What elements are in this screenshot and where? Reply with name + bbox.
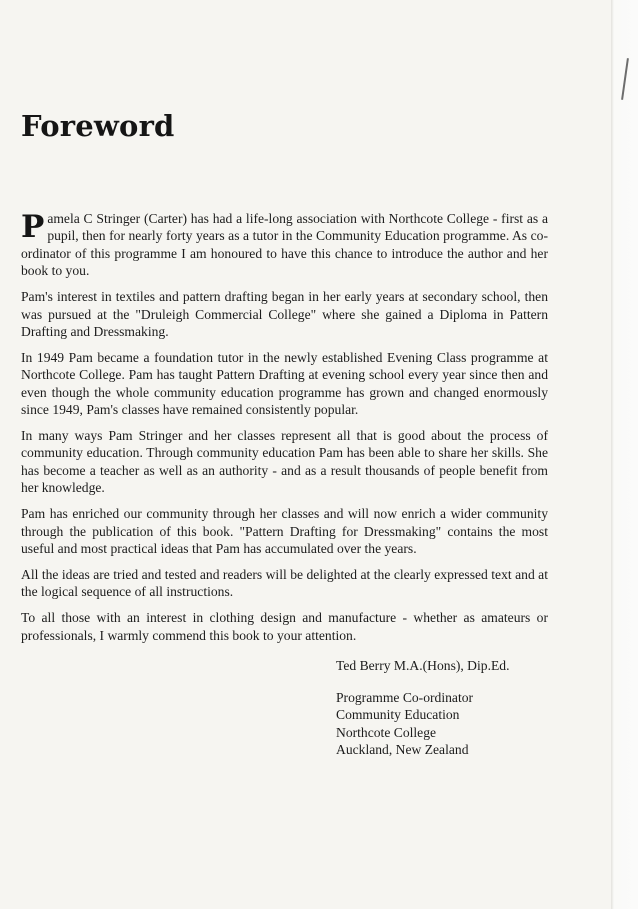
signatory-department: Community Education — [336, 707, 460, 723]
paragraph-1 — [21, 210, 548, 280]
page-title: Foreword — [21, 109, 175, 143]
drop-cap: P — [21, 209, 45, 245]
paragraph-5: Pam has enriched our community through her classes and will now enrich a wider community through the publication of this book. "Pattern Drafting for Dressmaking" contains the most useful and most practical ideas that Pam has accumulated over the years. — [21, 506, 548, 556]
signature-block — [336, 657, 606, 758]
signatory-name: Ted Berry M.A.(Hons), Dip.Ed. — [336, 658, 510, 673]
paragraph-4: In many ways Pam Stringer and her classes represent all that is good about the process of community education. Through community education Pam has been able to share her skills. She has become a teacher as well as an authority - and as a result thousands of people benefit from her knowledge. — [21, 427, 548, 496]
paragraph-1-text: amela C Stringer (Carter) has had a life-long association with Northcote College - first as a pupil, then for nearly forty years as a tutor in the Community Education programme. As co-ordinator of this programme I am honoured to have this chance to introduce the author and her book to you. — [21, 211, 548, 279]
paragraph-3: In 1949 Pam became a foundation tutor in the newly established Evening Class programme at Northcote College. Pam has taught Pattern Drafting at evening school every year since then and even though the whole community education programme has grown and changed enormously since 1949, Pam's classes have remained consistently popular. — [21, 349, 548, 418]
paragraph-6: All the ideas are tried and tested and readers will be delighted at the clearly expressed text and at the logical sequence of all instructions. — [21, 566, 548, 600]
paragraph-7: To all those with an interest in clothing design and manufacture - whether as amateurs or professionals, I warmly commend this book to your attention. — [21, 610, 548, 643]
paragraph-2: Pam's interest in textiles and pattern drafting began in her early years at secondary school, then was pursued at the "Druleigh Commercial College" where she gained a Diploma in Pattern Drafting and Dressmaking. — [21, 289, 548, 339]
page-edge-shadow — [611, 0, 638, 909]
foreword-body — [21, 210, 548, 652]
signatory-location: Auckland, New Zealand — [336, 741, 469, 757]
signatory-title: Programme Co-ordinator — [336, 690, 474, 706]
signatory-institution: Northcote College — [336, 724, 437, 740]
